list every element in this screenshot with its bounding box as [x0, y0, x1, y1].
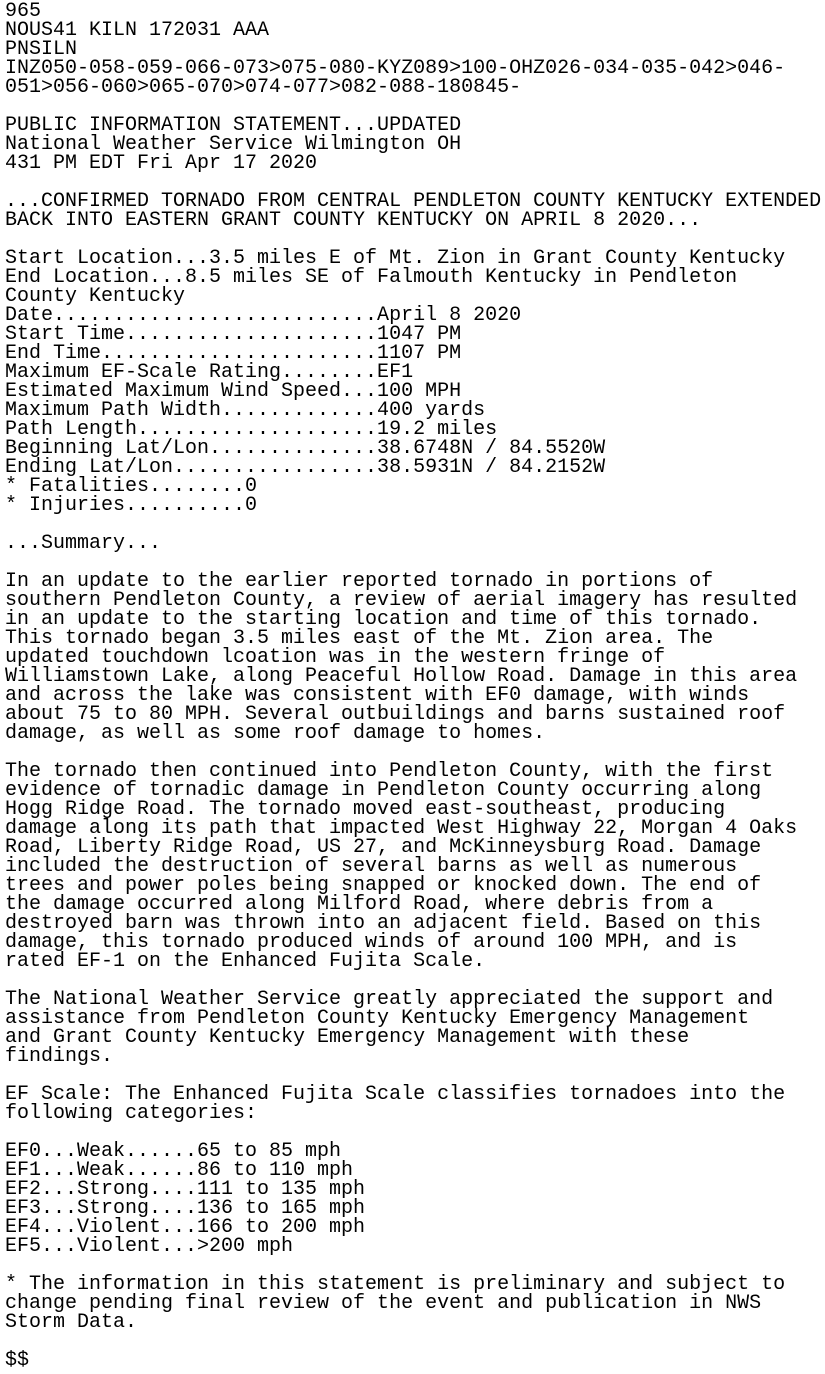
- document-line: * The information in this statement is preliminary and subject to: [5, 1273, 786, 1296]
- document-line: NOUS41 KILN 172031 AAA: [5, 19, 270, 42]
- document-line: * Fatalities........0: [5, 475, 258, 498]
- document-line: Road, Liberty Ridge Road, US 27, and McKinneysburg Road. Damage: [5, 836, 762, 859]
- document-line: Maximum EF-Scale Rating........EF1: [5, 361, 414, 384]
- document-line: in an update to the starting location and time of this tornado.: [5, 608, 762, 631]
- document-line: damage along its path that impacted West Highway 22, Morgan 4 Oaks: [5, 817, 798, 840]
- document-line: and across the lake was consistent with EF0 damage, with winds: [5, 684, 750, 707]
- document-line: damage, this tornado produced winds of around 100 MPH, and is: [5, 931, 738, 954]
- document-line: PNSILN: [5, 38, 78, 61]
- document-line: EF5...Violent...>200 mph: [5, 1235, 294, 1258]
- document-line: Start Time.....................1047 PM: [5, 323, 462, 346]
- document-line: EF0...Weak......65 to 85 mph: [5, 1140, 342, 1163]
- document-line: PUBLIC INFORMATION STATEMENT...UPDATED: [5, 114, 462, 137]
- document-line: EF3...Strong....136 to 165 mph: [5, 1197, 366, 1220]
- document-line: BACK INTO EASTERN GRANT COUNTY KENTUCKY ON APRIL 8 2020...: [5, 209, 702, 232]
- document-line: EF1...Weak......86 to 110 mph: [5, 1159, 354, 1182]
- document-line: included the destruction of several barns as well as numerous: [5, 855, 738, 878]
- document-line: National Weather Service Wilmington OH: [5, 133, 462, 156]
- document-line: EF Scale: The Enhanced Fujita Scale classifies tornadoes into the: [5, 1083, 786, 1106]
- document-line: and Grant County Kentucky Emergency Management with these: [5, 1026, 690, 1049]
- document-line: 051>056-060>065-070>074-077>082-088-180845-: [5, 76, 522, 99]
- document-line: Date...........................April 8 2020: [5, 304, 522, 327]
- document-line: change pending final review of the event and publication in NWS: [5, 1292, 762, 1315]
- document-line: destroyed barn was thrown into an adjacent field. Based on this: [5, 912, 762, 935]
- document-line: Estimated Maximum Wind Speed...100 MPH: [5, 380, 462, 403]
- document-line: In an update to the earlier reported tornado in portions of: [5, 570, 714, 593]
- document-line: End Location...8.5 miles SE of Falmouth Kentucky in Pendleton: [5, 266, 738, 289]
- document-line: evidence of tornadic damage in Pendleton County occurring along: [5, 779, 762, 802]
- document-line: INZ050-058-059-066-073>075-080-KYZ089>100-OHZ026-034-035-042>046-: [5, 57, 786, 80]
- public-information-statement: [5, 2, 821, 1370]
- document-line: End Time.......................1107 PM: [5, 342, 462, 365]
- document-line: ...CONFIRMED TORNADO FROM CENTRAL PENDLETON COUNTY KENTUCKY EXTENDED: [5, 190, 822, 213]
- document-line: This tornado began 3.5 miles east of the Mt. Zion area. The: [5, 627, 714, 650]
- document-line: trees and power poles being snapped or knocked down. The end of: [5, 874, 762, 897]
- document-line: about 75 to 80 MPH. Several outbuildings and barns sustained roof: [5, 703, 786, 726]
- document-line: assistance from Pendleton County Kentucky Emergency Management: [5, 1007, 750, 1030]
- document-line: County Kentucky: [5, 285, 186, 308]
- document-line: southern Pendleton County, a review of aerial imagery has resulted: [5, 589, 798, 612]
- document-line: EF2...Strong....111 to 135 mph: [5, 1178, 366, 1201]
- document-line: The tornado then continued into Pendleton County, with the first: [5, 760, 774, 783]
- document-line: following categories:: [5, 1102, 258, 1125]
- document-line: Maximum Path Width.............400 yards: [5, 399, 486, 422]
- document-line: [5, 1332, 821, 1351]
- document-line: Ending Lat/Lon.................38.5931N / 84.2152W: [5, 456, 606, 479]
- document-line: damage, as well as some roof damage to homes.: [5, 722, 546, 745]
- document-line: Storm Data.: [5, 1311, 138, 1334]
- document-line: findings.: [5, 1045, 114, 1068]
- document-line: 431 PM EDT Fri Apr 17 2020: [5, 152, 318, 175]
- document-line: Path Length....................19.2 miles: [5, 418, 498, 441]
- document-line: 965: [5, 0, 42, 23]
- document-line: Start Location...3.5 miles E of Mt. Zion in Grant County Kentucky: [5, 247, 786, 270]
- document-line: $$: [5, 1349, 30, 1372]
- document-line: updated touchdown lcoation was in the western fringe of: [5, 646, 666, 669]
- document-line: The National Weather Service greatly appreciated the support and: [5, 988, 774, 1011]
- document-line: Hogg Ridge Road. The tornado moved east-southeast, producing: [5, 798, 726, 821]
- document-line: EF4...Violent...166 to 200 mph: [5, 1216, 366, 1239]
- document-line: rated EF-1 on the Enhanced Fujita Scale.: [5, 950, 486, 973]
- document-line: * Injuries..........0: [5, 494, 258, 517]
- document-line: ...Summary...: [5, 532, 162, 555]
- document-line: Beginning Lat/Lon..............38.6748N / 84.5520W: [5, 437, 606, 460]
- document-line: Williamstown Lake, along Peaceful Hollow Road. Damage in this area: [5, 665, 798, 688]
- document-line: the damage occurred along Milford Road, where debris from a: [5, 893, 714, 916]
